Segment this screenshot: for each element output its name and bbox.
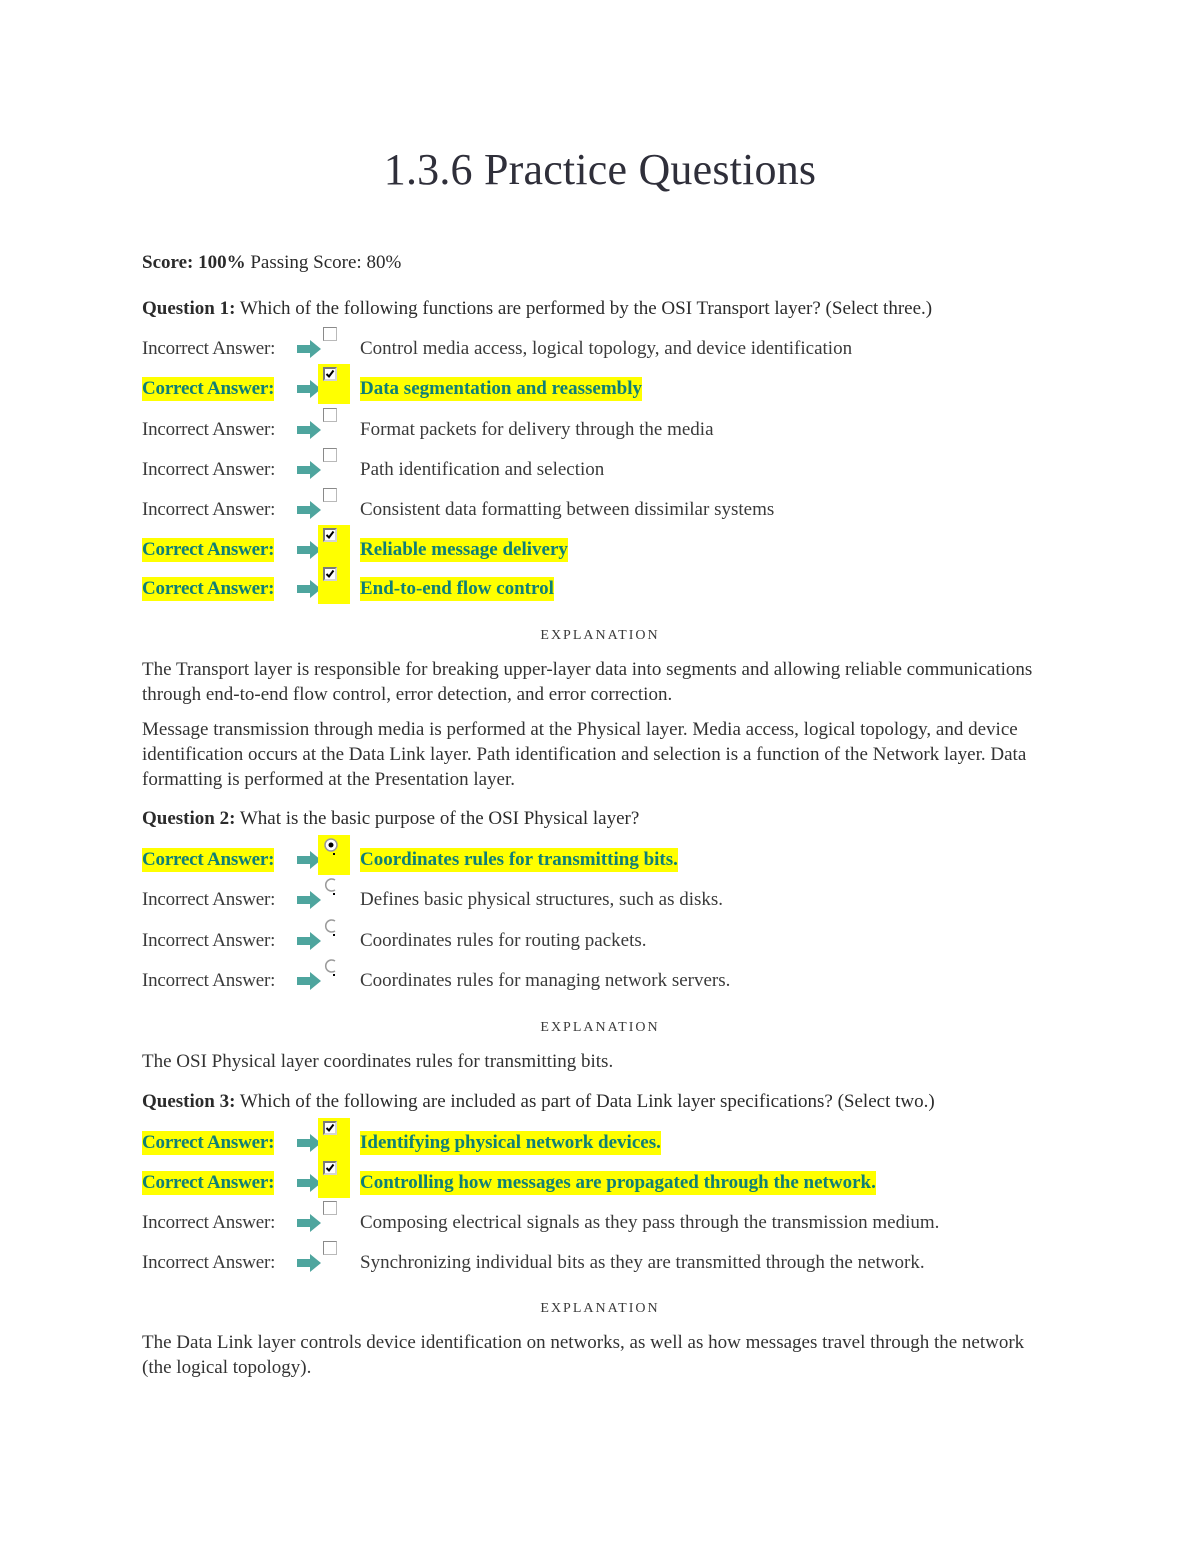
answer-checkbox-checked[interactable] [323,567,337,581]
answer-row [142,405,1062,445]
answer-checkbox-checked[interactable] [323,1161,337,1175]
answer-row-correct [142,1118,1062,1158]
question-2 [142,807,639,831]
answer-row-correct [142,364,1062,404]
answer-checkbox[interactable] [323,448,337,462]
answer-checkbox[interactable] [323,327,337,341]
passing-score-label: Passing Score: [250,252,362,273]
answer-status: Correct Answer: [142,378,275,399]
question-label: Question 3: [142,1091,236,1112]
answer-status: Correct Answer: [142,539,275,560]
answer-status: Incorrect Answer: [142,930,276,951]
answer-row [142,445,1062,485]
answer-row [142,485,1062,525]
score-value: 100% [198,252,246,273]
explanation-heading: EXPLANATION [540,1020,660,1035]
answer-checkbox[interactable] [323,408,337,422]
explanation-paragraph: Message transmission through media is performed at the Physical layer. Media access, logical topology, and device identification occurs at the Data Link layer. Path identification and selection is a function of the Network layer. Data formatting is performed at the Presentation layer. [142,719,1027,790]
answer-status: Correct Answer: [142,1172,275,1193]
answer-row [142,916,1062,956]
question-text: What is the basic purpose of the OSI Physical layer? [239,808,640,829]
answer-row [142,875,1062,915]
question-text: Which of the following functions are performed by the OSI Transport layer? (Select three.) [239,298,933,319]
answer-row [142,1198,1062,1238]
checkmark-icon [325,569,335,579]
question-label: Question 2: [142,808,236,829]
answer-status: Correct Answer: [142,578,275,599]
question-1 [142,297,932,321]
checkmark-icon [325,1123,335,1133]
answer-status: Incorrect Answer: [142,459,276,480]
score-label: Score: [142,252,194,273]
explanation-heading: EXPLANATION [540,628,660,643]
answer-text: Consistent data formatting between dissimilar systems [360,499,775,520]
explanation-paragraph: The Transport layer is responsible for breaking upper-layer data into segments and allowing reliable communications through end-to-end flow control, error detection, and error correction. [142,659,1033,705]
answer-status: Incorrect Answer: [142,889,276,910]
explanation-paragraph: The Data Link layer controls device identification on networks, as well as how messages travel through the network (the logical topology). [142,1332,1025,1378]
answer-text: Data segmentation and reassembly [360,378,643,399]
explanation-paragraph: The OSI Physical layer coordinates rules for transmitting bits. [142,1051,614,1072]
answer-text: Coordinates rules for transmitting bits. [360,849,678,870]
answer-radio-selected[interactable] [323,837,339,857]
answer-row-correct [142,564,1062,604]
answer-text: Reliable message delivery [360,539,568,560]
answer-row [142,1238,1062,1278]
answer-text: Path identification and selection [360,459,605,480]
checkmark-icon [325,369,335,379]
answer-checkbox[interactable] [323,1201,337,1215]
passing-score-value: 80% [366,252,402,273]
answer-row [142,324,1062,364]
answer-status: Incorrect Answer: [142,338,276,359]
answer-status: Incorrect Answer: [142,499,276,520]
answer-checkbox[interactable] [323,488,337,502]
question-label: Question 1: [142,298,236,319]
checkmark-icon [325,530,335,540]
answer-text: Identifying physical network devices. [360,1132,661,1153]
answer-checkbox[interactable] [323,1241,337,1255]
answer-status: Incorrect Answer: [142,419,276,440]
answer-checkbox-checked[interactable] [323,1121,337,1135]
answer-radio[interactable] [323,958,339,978]
answer-text: Defines basic physical structures, such as disks. [360,889,724,910]
answer-checkbox-checked[interactable] [323,367,337,381]
answer-checkbox-checked[interactable] [323,528,337,542]
answer-text: Synchronizing individual bits as they are transmitted through the network. [360,1252,925,1273]
answer-row [142,956,1062,996]
answer-text: Format packets for delivery through the media [360,419,714,440]
question-text: Which of the following are included as part of Data Link layer specifications? (Select two.) [239,1091,935,1112]
answer-status: Correct Answer: [142,849,275,870]
explanation-heading: EXPLANATION [540,1301,660,1316]
answer-status: Incorrect Answer: [142,1252,276,1273]
answer-text: Coordinates rules for managing network servers. [360,970,731,991]
answer-row-correct [142,525,1062,565]
answer-status: Incorrect Answer: [142,1212,276,1233]
answer-radio[interactable] [323,877,339,897]
answer-text: Coordinates rules for routing packets. [360,930,647,951]
answer-text: Composing electrical signals as they pass through the transmission medium. [360,1212,940,1233]
answer-status: Incorrect Answer: [142,970,276,991]
answer-status: Correct Answer: [142,1132,275,1153]
score-line [142,251,401,275]
answer-row-correct [142,835,1062,875]
answer-text: End-to-end flow control [360,578,554,599]
answer-text: Controlling how messages are propagated through the network. [360,1172,876,1193]
checkmark-icon [325,1163,335,1173]
question-3 [142,1090,935,1114]
answer-radio[interactable] [323,918,339,938]
answer-row-correct [142,1158,1062,1198]
page-title: 1.3.6 Practice Questions [383,145,817,194]
answer-text: Control media access, logical topology, and device identification [360,338,853,359]
